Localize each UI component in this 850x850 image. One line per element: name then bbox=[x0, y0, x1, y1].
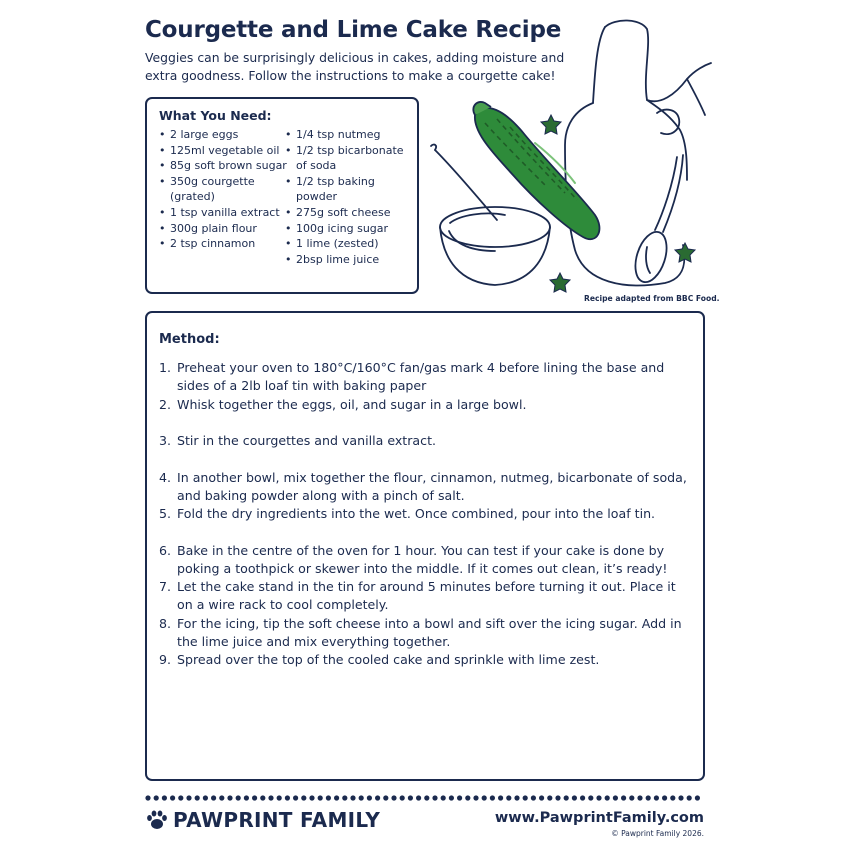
step-number: 8. bbox=[159, 615, 172, 631]
method-step bbox=[159, 615, 689, 651]
divider-dot bbox=[687, 795, 692, 800]
divider-dot bbox=[637, 795, 642, 800]
method-step bbox=[159, 469, 689, 505]
divider-dot bbox=[449, 795, 454, 800]
divider-dot bbox=[203, 795, 208, 800]
divider-dot bbox=[547, 795, 552, 800]
ingredient-item: • 1 tsp vanilla extract bbox=[159, 205, 287, 221]
ingredients-list-left bbox=[159, 127, 287, 252]
method-box bbox=[145, 311, 705, 781]
divider-dot bbox=[293, 795, 298, 800]
divider-dot bbox=[211, 795, 216, 800]
brand-name: PAWPRINT FAMILY bbox=[173, 808, 381, 832]
divider-dot bbox=[359, 795, 364, 800]
divider-dot bbox=[572, 795, 577, 800]
divider-dot bbox=[219, 795, 224, 800]
divider-dot bbox=[318, 795, 323, 800]
divider-dot bbox=[277, 795, 282, 800]
divider-dot bbox=[350, 795, 355, 800]
step-text: For the icing, tip the soft cheese into a bowl and sift over the icing sugar. Add in the lime juice and mix everything together. bbox=[177, 615, 682, 649]
divider-dot bbox=[391, 795, 396, 800]
divider-dot bbox=[490, 795, 495, 800]
method-heading: Method: bbox=[159, 332, 220, 347]
divider-dot bbox=[170, 795, 175, 800]
method-step bbox=[159, 505, 689, 541]
divider-dot bbox=[588, 795, 593, 800]
ingredients-list-right bbox=[285, 127, 413, 267]
divider-dot bbox=[260, 795, 265, 800]
ingredient-item: • 350g courgette (grated) bbox=[159, 174, 287, 205]
step-text: Stir in the courgettes and vanilla extract. bbox=[177, 433, 437, 448]
recipe-credit: Recipe adapted from BBC Food. bbox=[584, 294, 720, 303]
divider-dot bbox=[670, 795, 675, 800]
divider-dot bbox=[498, 795, 503, 800]
ingredient-item: • 1/2 tsp baking powder bbox=[285, 174, 413, 205]
intro-text: Veggies can be surprisingly delicious in cakes, adding moisture and extra goodness. Follow the instructions to make a courgette cake! bbox=[145, 50, 565, 83]
star-icon bbox=[550, 273, 570, 292]
ingredient-item: • 125ml vegetable oil bbox=[159, 143, 287, 159]
step-text: Spread over the top of the cooled cake and sprinkle with lime zest. bbox=[177, 652, 600, 667]
ingredients-heading: What You Need: bbox=[159, 108, 272, 123]
divider-dot bbox=[678, 795, 683, 800]
method-steps bbox=[159, 359, 689, 688]
step-number: 2. bbox=[159, 396, 172, 412]
divider-dot bbox=[375, 795, 380, 800]
step-text: Whisk together the eggs, oil, and sugar in a large bowl. bbox=[177, 396, 527, 412]
divider-dot bbox=[195, 795, 200, 800]
divider-dot bbox=[695, 795, 700, 800]
divider-dot bbox=[162, 795, 167, 800]
step-number: 7. bbox=[159, 579, 172, 594]
star-icon bbox=[675, 243, 695, 262]
ingredient-item: • 2 tsp cinnamon bbox=[159, 236, 287, 252]
divider-dot bbox=[154, 795, 159, 800]
divider-dot bbox=[596, 795, 601, 800]
divider-dot bbox=[531, 795, 536, 800]
step-number: 9. bbox=[159, 652, 172, 667]
divider-dot bbox=[186, 795, 191, 800]
divider-dot bbox=[621, 795, 626, 800]
divider-dot bbox=[662, 795, 667, 800]
brand-logo bbox=[145, 805, 380, 835]
divider-dot bbox=[227, 795, 232, 800]
star-icon bbox=[541, 115, 561, 134]
divider-dot bbox=[309, 795, 314, 800]
step-number: 4. bbox=[159, 469, 172, 485]
apron-icon bbox=[605, 20, 711, 101]
divider-dot bbox=[342, 795, 347, 800]
divider-dot bbox=[252, 795, 257, 800]
divider-dot bbox=[473, 795, 478, 800]
method-step bbox=[159, 542, 689, 578]
divider-dot bbox=[514, 795, 519, 800]
ingredient-item: • 1/4 tsp nutmeg bbox=[285, 127, 413, 143]
ingredient-item: • 85g soft brown sugar bbox=[159, 158, 287, 174]
divider-dot bbox=[465, 795, 470, 800]
page-title: Courgette and Lime Cake Recipe bbox=[145, 17, 562, 43]
dotted-divider bbox=[145, 795, 705, 801]
ingredient-item: • 1 lime (zested) bbox=[285, 236, 413, 252]
ingredient-item: • 300g plain flour bbox=[159, 221, 287, 237]
divider-dot bbox=[416, 795, 421, 800]
divider-dot bbox=[301, 795, 306, 800]
divider-dot bbox=[145, 795, 150, 800]
divider-dot bbox=[539, 795, 544, 800]
divider-dot bbox=[506, 795, 511, 800]
divider-dot bbox=[424, 795, 429, 800]
divider-dot bbox=[432, 795, 437, 800]
divider-dot bbox=[244, 795, 249, 800]
divider-dot bbox=[523, 795, 528, 800]
divider-dot bbox=[555, 795, 560, 800]
method-step bbox=[159, 432, 689, 468]
divider-dot bbox=[457, 795, 462, 800]
divider-dot bbox=[268, 795, 273, 800]
divider-dot bbox=[326, 795, 331, 800]
step-number: 5. bbox=[159, 506, 172, 521]
method-step bbox=[159, 396, 689, 432]
divider-dot bbox=[629, 795, 634, 800]
ingredient-item: • 2 large eggs bbox=[159, 127, 287, 143]
divider-dot bbox=[178, 795, 183, 800]
ingredient-item: • 275g soft cheese bbox=[285, 205, 413, 221]
divider-dot bbox=[654, 795, 659, 800]
method-step bbox=[159, 359, 689, 395]
step-text: Let the cake stand in the tin for around 5 minutes before turning it out. Place it on a wire rack to cool completely. bbox=[177, 579, 676, 612]
step-number: 6. bbox=[159, 542, 172, 558]
method-step bbox=[159, 651, 689, 687]
divider-dot bbox=[564, 795, 569, 800]
divider-dot bbox=[285, 795, 290, 800]
divider-dot bbox=[408, 795, 413, 800]
divider-dot bbox=[400, 795, 405, 800]
divider-dot bbox=[646, 795, 651, 800]
step-text: Bake in the centre of the oven for 1 hour. You can test if your cake is done by poking a toothpick or skewer into the middle. If it comes out clean, it’s ready! bbox=[177, 542, 668, 576]
ingredients-box bbox=[145, 97, 419, 294]
divider-dot bbox=[441, 795, 446, 800]
divider-dot bbox=[613, 795, 618, 800]
step-number: 3. bbox=[159, 433, 172, 448]
step-text: Preheat your oven to 180°C/160°C fan/gas mark 4 before lining the base and sides of a 2lb loaf tin with baking paper bbox=[177, 360, 665, 393]
divider-dot bbox=[383, 795, 388, 800]
divider-dot bbox=[236, 795, 241, 800]
ingredient-item: • 100g icing sugar bbox=[285, 221, 413, 237]
ingredient-item: • 1/2 tsp bicarbonate of soda bbox=[285, 143, 413, 174]
divider-dot bbox=[580, 795, 585, 800]
apron-bowl-courgette-illustration bbox=[425, 15, 725, 300]
website-link[interactable]: www.PawprintFamily.com bbox=[494, 810, 704, 826]
divider-dot bbox=[334, 795, 339, 800]
divider-dot bbox=[482, 795, 487, 800]
ingredient-item: • 2bsp lime juice bbox=[285, 252, 413, 268]
step-text: Fold the dry ingredients into the wet. Once combined, pour into the loaf tin. bbox=[177, 506, 656, 521]
method-step bbox=[159, 578, 689, 614]
copyright-text: © Pawprint Family 2026. bbox=[611, 829, 704, 838]
courgette-icon bbox=[473, 102, 599, 239]
step-number: 1. bbox=[159, 360, 172, 375]
paw-icon bbox=[145, 808, 169, 832]
step-text: In another bowl, mix together the flour, cinnamon, nutmeg, bicarbonate of soda, and baking powder along with a pinch of salt. bbox=[177, 469, 687, 503]
divider-dot bbox=[367, 795, 372, 800]
divider-dot bbox=[605, 795, 610, 800]
